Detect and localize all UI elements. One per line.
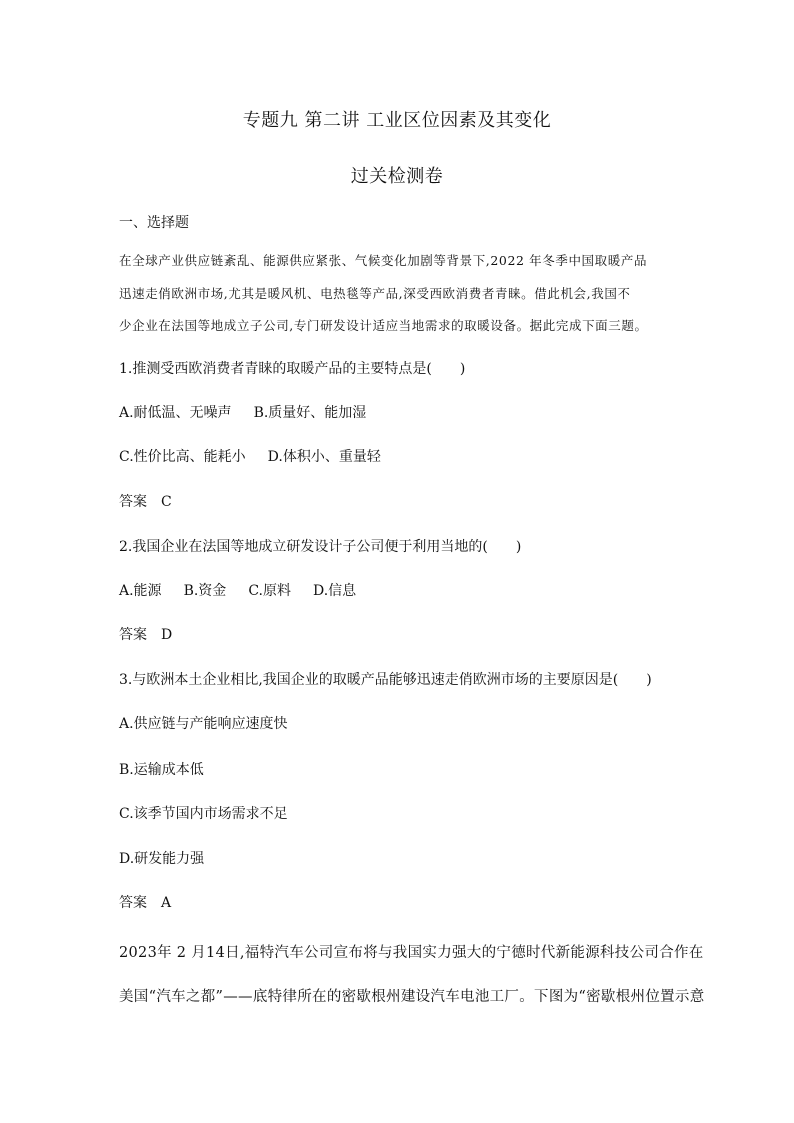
answer-value: C [161, 494, 172, 510]
document-title: 专题九 第二讲 工业区位因素及其变化 [242, 110, 552, 131]
option-c: C.原料 [248, 583, 291, 599]
passage-line: 少企业在法国等地成立子公司,专门研发设计适应当地需求的取暖设备。据此完成下面三题。 [119, 318, 648, 333]
option-d: D.信息 [312, 583, 357, 599]
option-line: B.运输成本低 [119, 762, 204, 778]
option-a: A.耐低温、无噪声 [119, 405, 232, 421]
section-heading: 一、选择题 [119, 215, 189, 231]
option-a: A.能源 [119, 583, 162, 599]
option-row [119, 580, 356, 600]
option-d: D.体积小、重量轻 [267, 449, 381, 465]
passage-line: 美国“汽车之都”——底特律所在的密歇根州建设汽车电池工厂。下图为“密歇根州位置示意 [119, 989, 705, 1005]
question-stem: 2.我国企业在法国等地成立研发设计子公司便于利用当地的( ) [119, 539, 522, 555]
passage-line: 在全球产业供应链紊乱、能源供应紧张、气候变化加剧等背景下,2022 年冬季中国取暖产品 [119, 253, 648, 268]
answer-value: D [161, 627, 173, 643]
option-c: C.性价比高、能耗小 [119, 449, 246, 465]
option-row [119, 402, 366, 422]
option-line: D.研发能力强 [119, 851, 205, 867]
answer-line [119, 491, 172, 511]
answer-label: 答案 [119, 627, 147, 643]
question-stem: 1.推测受西欧消费者青睐的取暖产品的主要特点是( ) [119, 361, 466, 377]
document-subtitle: 过关检测卷 [350, 166, 444, 187]
option-line: A.供应链与产能响应速度快 [119, 716, 288, 732]
question-stem: 3.与欧洲本土企业相比,我国企业的取暖产品能够迅速走俏欧洲市场的主要原因是( ) [119, 672, 652, 688]
option-b: B.资金 [183, 583, 227, 599]
option-b: B.质量好、能加湿 [253, 405, 367, 421]
answer-label: 答案 [119, 494, 147, 510]
option-row [119, 446, 381, 466]
answer-value: A [161, 895, 172, 911]
answer-label: 答案 [119, 895, 147, 911]
passage-line: 2023年 2 月14日,福特汽车公司宣布将与我国实力强大的宁德时代新能源科技公司合作在 [119, 945, 704, 961]
passage-line: 迅速走俏欧洲市场,尤其是暖风机、电热毯等产品,深受西欧消费者青睐。借此机会,我国不 [119, 286, 631, 301]
answer-line [119, 624, 172, 644]
answer-line [119, 892, 171, 912]
option-line: C.该季节国内市场需求不足 [119, 806, 288, 822]
